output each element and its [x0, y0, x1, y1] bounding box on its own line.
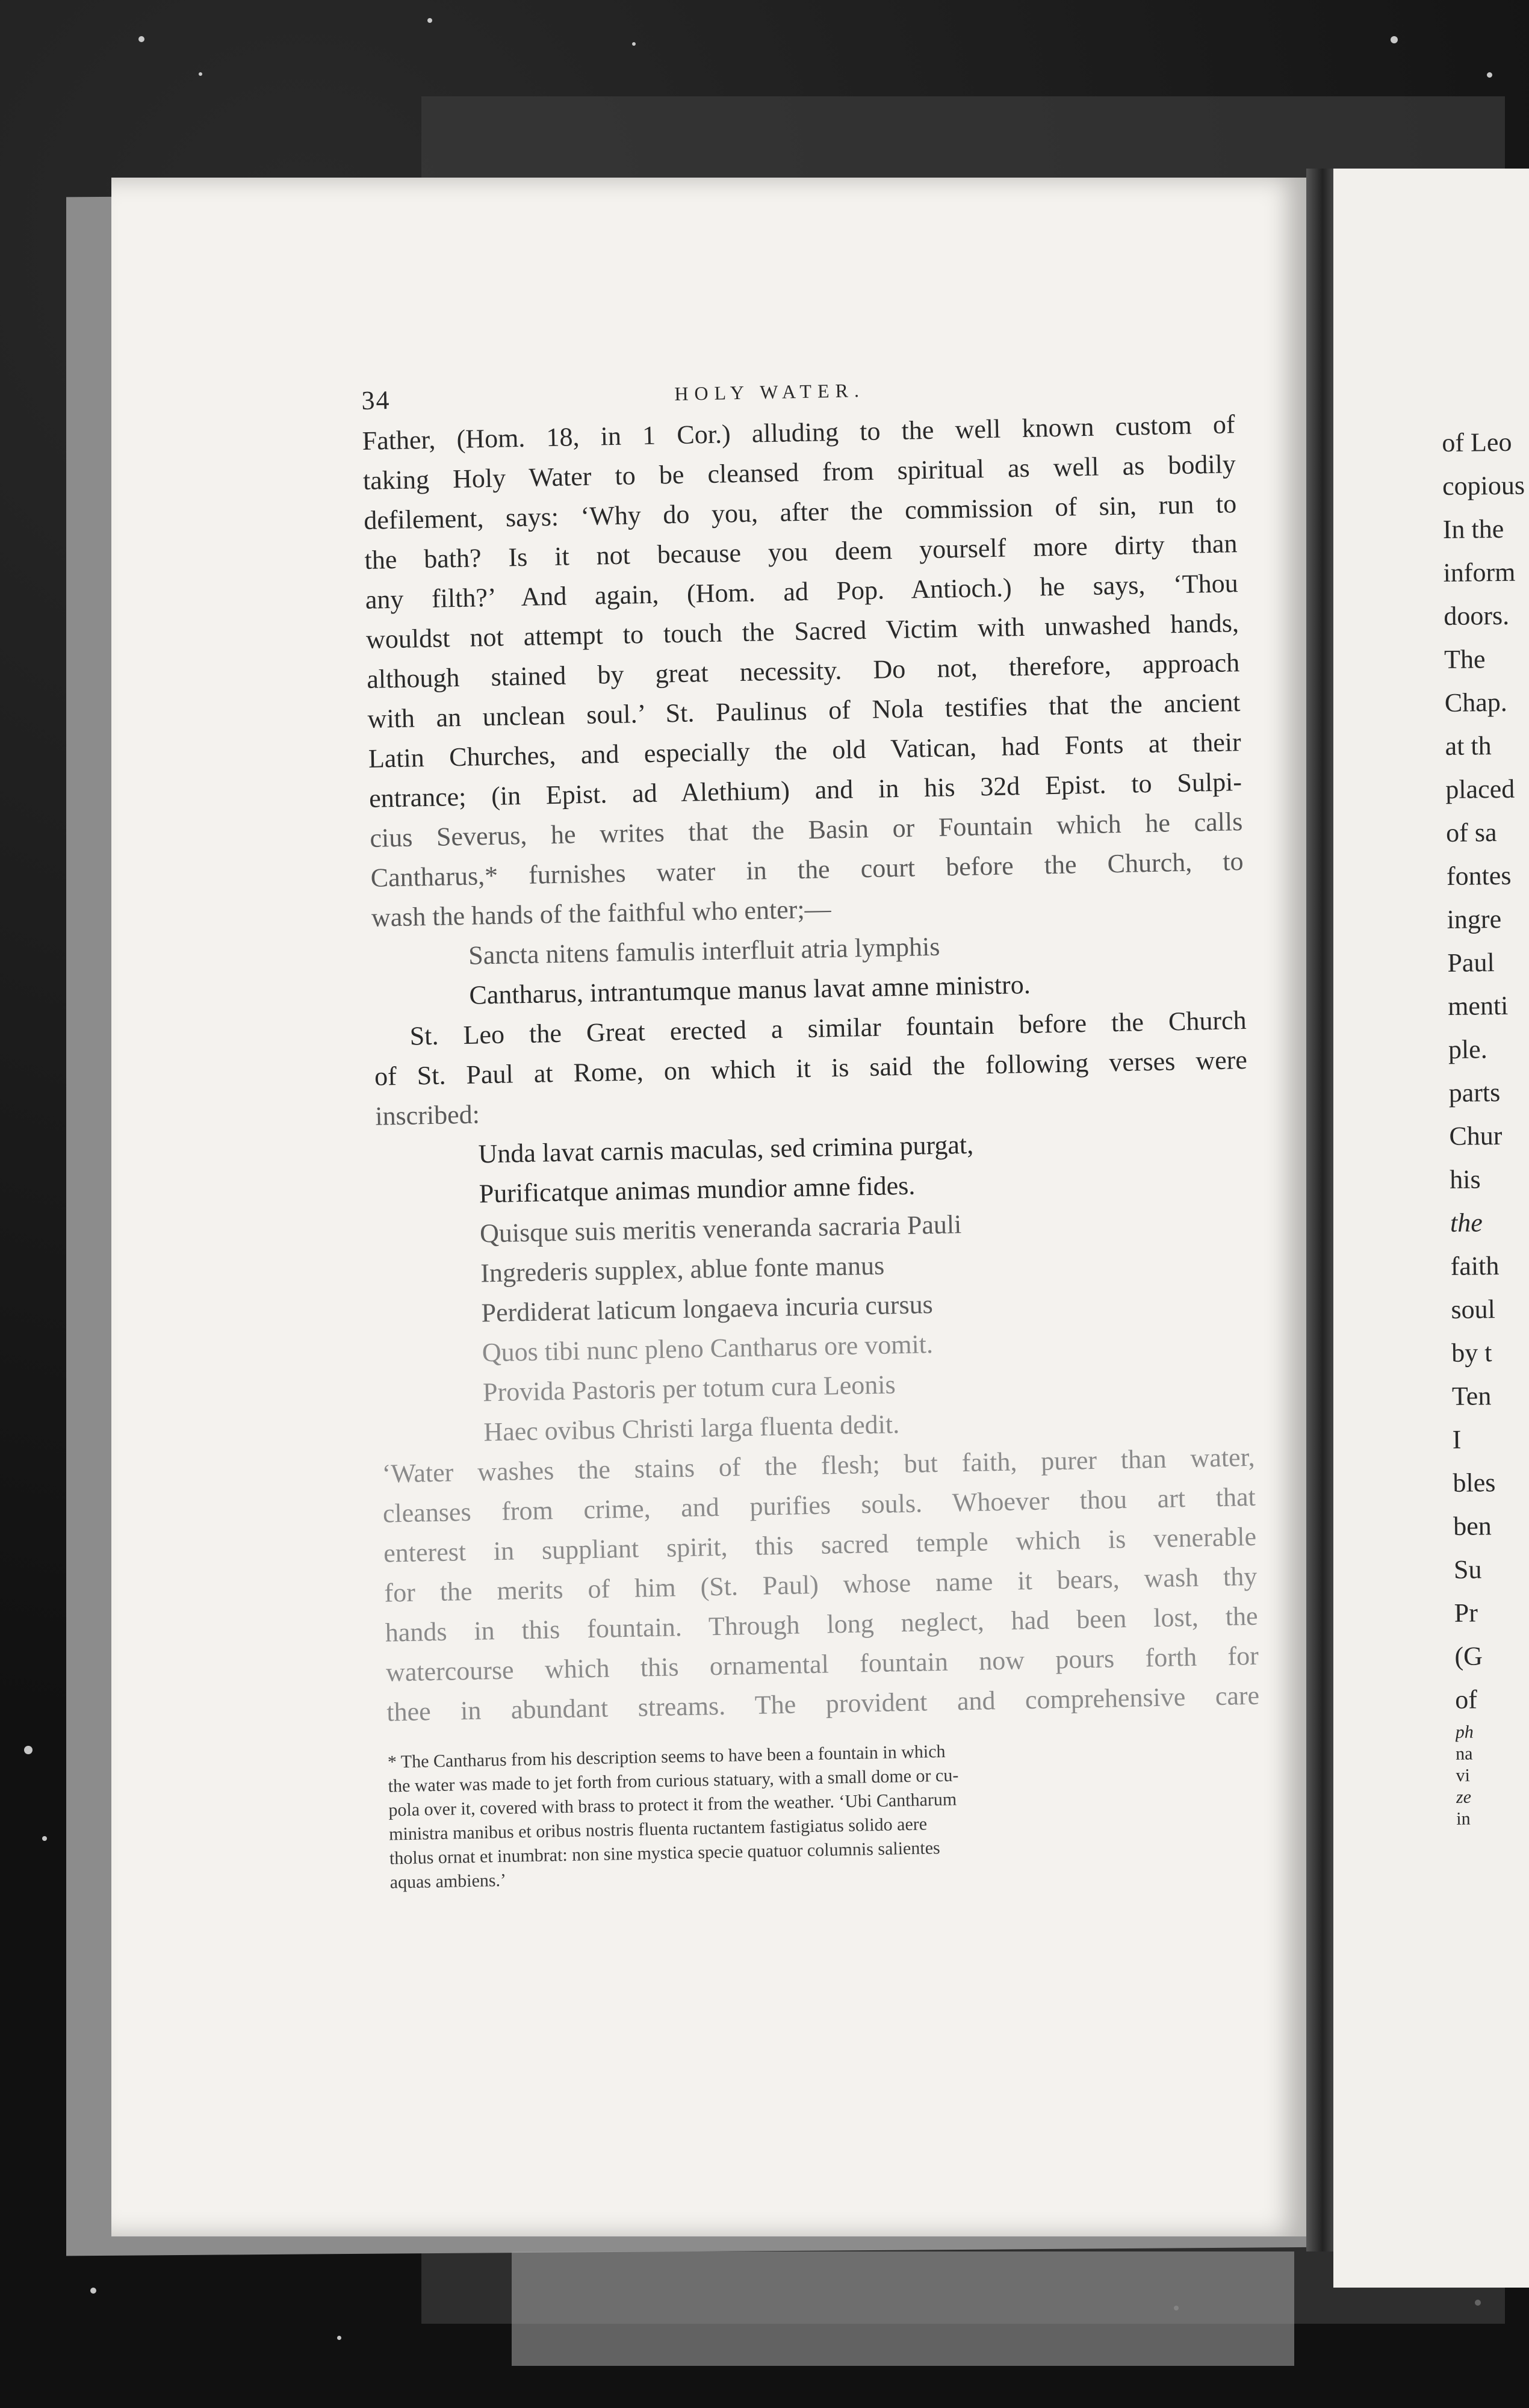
right-fragment: inform [1443, 557, 1516, 588]
right-fragment: ingre [1447, 904, 1502, 934]
footnote-line: pola over it, covered with brass to protect it from the weather. ‘Ubi Cantharum [388, 1789, 957, 1820]
verse-line: Ingrederis supplex, ablue fonte manus [480, 1250, 885, 1288]
dust-speck [1487, 72, 1492, 78]
right-fragment: I [1452, 1424, 1462, 1454]
right-fragment: of [1454, 1684, 1478, 1714]
text-line: for the merits of him (St. Paul) whose name it bears, wash thy [384, 1561, 1258, 1608]
text-line: thee in abundant streams. The provident and comprehensive care [386, 1680, 1260, 1727]
right-fragment: Chur [1449, 1121, 1503, 1151]
footnote-line: ministra manibus et oribus nostris fluenta ructantem fastigiatus solido aere [388, 1814, 928, 1845]
dust-speck [632, 42, 636, 46]
verse-line: Unda lavat carnis maculas, sed crimina purgat, [478, 1129, 974, 1169]
dust-speck [337, 2336, 341, 2340]
verse-line: Purificatque animas mundior amne fides. [479, 1170, 916, 1209]
right-fragment: Su [1453, 1554, 1482, 1584]
footnote-line: tholus ornat et inumbrat: non sine mystica specie quatuor columnis salientes [389, 1837, 940, 1869]
right-fragment: by t [1451, 1338, 1492, 1368]
text-line: hands in this fountain. Through long neglect, had been lost, the [385, 1601, 1258, 1648]
footnote-line: the water was made to jet forth from curious statuary, with a small dome or cu- [388, 1765, 959, 1796]
right-footnote-fragment: ph [1455, 1722, 1474, 1742]
dust-speck [199, 72, 202, 76]
right-fragment: Ten [1451, 1381, 1492, 1411]
dust-speck [42, 1836, 47, 1841]
right-fragment: parts [1448, 1078, 1501, 1108]
right-fragment: soul [1451, 1294, 1496, 1324]
footnote-line: aquas ambiens.’ [389, 1870, 507, 1893]
text-line: any filth?’ And again, (Hom. ad Pop. Antioch.) he says, ‘Thou [365, 568, 1239, 615]
text-line: watercourse which this ornamental fountain now pours forth for [385, 1640, 1259, 1687]
text-line: defilement, says: ‘Why do you, after the commission of sin, run to [363, 489, 1237, 535]
text-line: wouldst not attempt to touch the Sacred Victim with unwashed hands, [365, 608, 1239, 654]
dust-speck [24, 1746, 33, 1754]
verse-line: Cantharus, intrantumque manus lavat amne ministro. [469, 969, 1031, 1010]
right-fragment: of sa [1445, 818, 1497, 848]
text-line: cius Severus, he writes that the Basin or Fountain which he calls [369, 807, 1243, 853]
scanner-strip [512, 2251, 1294, 2366]
verse-line: Haec ovibus Christi larga fluenta dedit. [483, 1409, 900, 1447]
book-gutter [1306, 169, 1333, 2251]
text-line: enterest in suppliant spirit, this sacred temple which is venerable [383, 1521, 1257, 1568]
right-fragment: doors. [1444, 600, 1510, 631]
body-paragraph-1 [362, 405, 1244, 938]
text-line: although stained by great necessity. Do not, therefore, approach [366, 648, 1240, 694]
left-page-text [361, 368, 1263, 1894]
right-footnote-fragment: na [1456, 1743, 1473, 1764]
text-line: ‘Water washes the stains of the flesh; but faith, purer than water, [382, 1442, 1255, 1489]
running-title: HOLY WATER. [674, 379, 866, 405]
right-fragment: In the [1442, 514, 1504, 544]
text-line: Father, (Hom. 18, in 1 Cor.) alluding to the well known custom of [362, 409, 1235, 456]
right-fragment: faith [1450, 1251, 1500, 1281]
text-line: with an unclean soul.’ St. Paulinus of Nola testifies that the ancient [367, 687, 1241, 734]
verse-line: Quisque suis meritis veneranda sacraria Pauli [479, 1209, 962, 1249]
dust-speck [90, 2288, 96, 2294]
right-footnote-fragment: ze [1456, 1787, 1472, 1807]
right-fragment: fontes [1446, 860, 1512, 891]
right-fragment: of Leo [1442, 427, 1512, 458]
text-line: of St. Paul at Rome, on which it is said the following verses were [374, 1044, 1248, 1091]
text-line: wash the hands of the faithful who enter;— [371, 894, 831, 932]
right-fragment: Paul [1447, 948, 1495, 978]
right-page-text [1442, 420, 1529, 1829]
right-fragment: ple. [1448, 1034, 1487, 1064]
right-fragment: copious [1442, 470, 1525, 501]
right-fragment: bles [1453, 1468, 1496, 1498]
dust-speck [427, 18, 432, 23]
right-fragment: the [1450, 1208, 1483, 1238]
verse-line: Provida Pastoris per totum cura Leonis [482, 1370, 896, 1407]
body-paragraph-2 [373, 1001, 1248, 1137]
text-line: Cantharus,* furnishes water in the court before the Church, to [370, 846, 1244, 893]
verse-block-2 [376, 1120, 1255, 1454]
footnote [388, 1734, 1263, 1895]
text-line: Latin Churches, and especially the old Vatican, had Fonts at their [368, 727, 1242, 774]
text-line: entrance; (in Epist. ad Alethium) and in his 32d Epist. to Sulpi- [368, 767, 1242, 813]
text-line: St. Leo the Great erected a similar fountain before the Church [409, 1005, 1247, 1051]
right-fragment: menti [1447, 990, 1509, 1021]
text-line: cleanses from crime, and purifies souls. Whoever thou art that [382, 1482, 1256, 1528]
text-line: the bath? Is it not because you deem yourself more dirty than [364, 529, 1238, 575]
page-number: 34 [361, 385, 391, 415]
right-fragment: The [1444, 644, 1486, 674]
verse-line: Sancta nitens famulis interfluit atria lymphis [468, 931, 940, 970]
right-fragment: placed [1445, 774, 1515, 804]
dust-speck [1391, 36, 1398, 43]
right-fragment: his [1449, 1164, 1481, 1194]
right-fragment: Pr [1454, 1598, 1478, 1628]
right-fragment: ben [1453, 1511, 1492, 1541]
right-fragment: (G [1454, 1641, 1483, 1671]
body-paragraph-3 [382, 1438, 1260, 1733]
verse-line: Quos tibi nunc pleno Cantharus ore vomit. [482, 1329, 934, 1368]
right-footnote-fragment: in [1456, 1808, 1471, 1829]
footnote-line: * The Cantharus from his description seems to have been a fountain in which [387, 1741, 946, 1772]
text-line: inscribed: [374, 1099, 480, 1131]
dust-speck [138, 36, 144, 42]
right-fragment: Chap. [1444, 687, 1508, 718]
right-footnote-fragment: vi [1456, 1765, 1471, 1786]
text-line: taking Holy Water to be cleansed from spiritual as well as bodily [362, 449, 1236, 495]
right-fragment: at th [1445, 731, 1492, 761]
verse-line: Perdiderat laticum longaeva incuria cursus [481, 1289, 934, 1328]
